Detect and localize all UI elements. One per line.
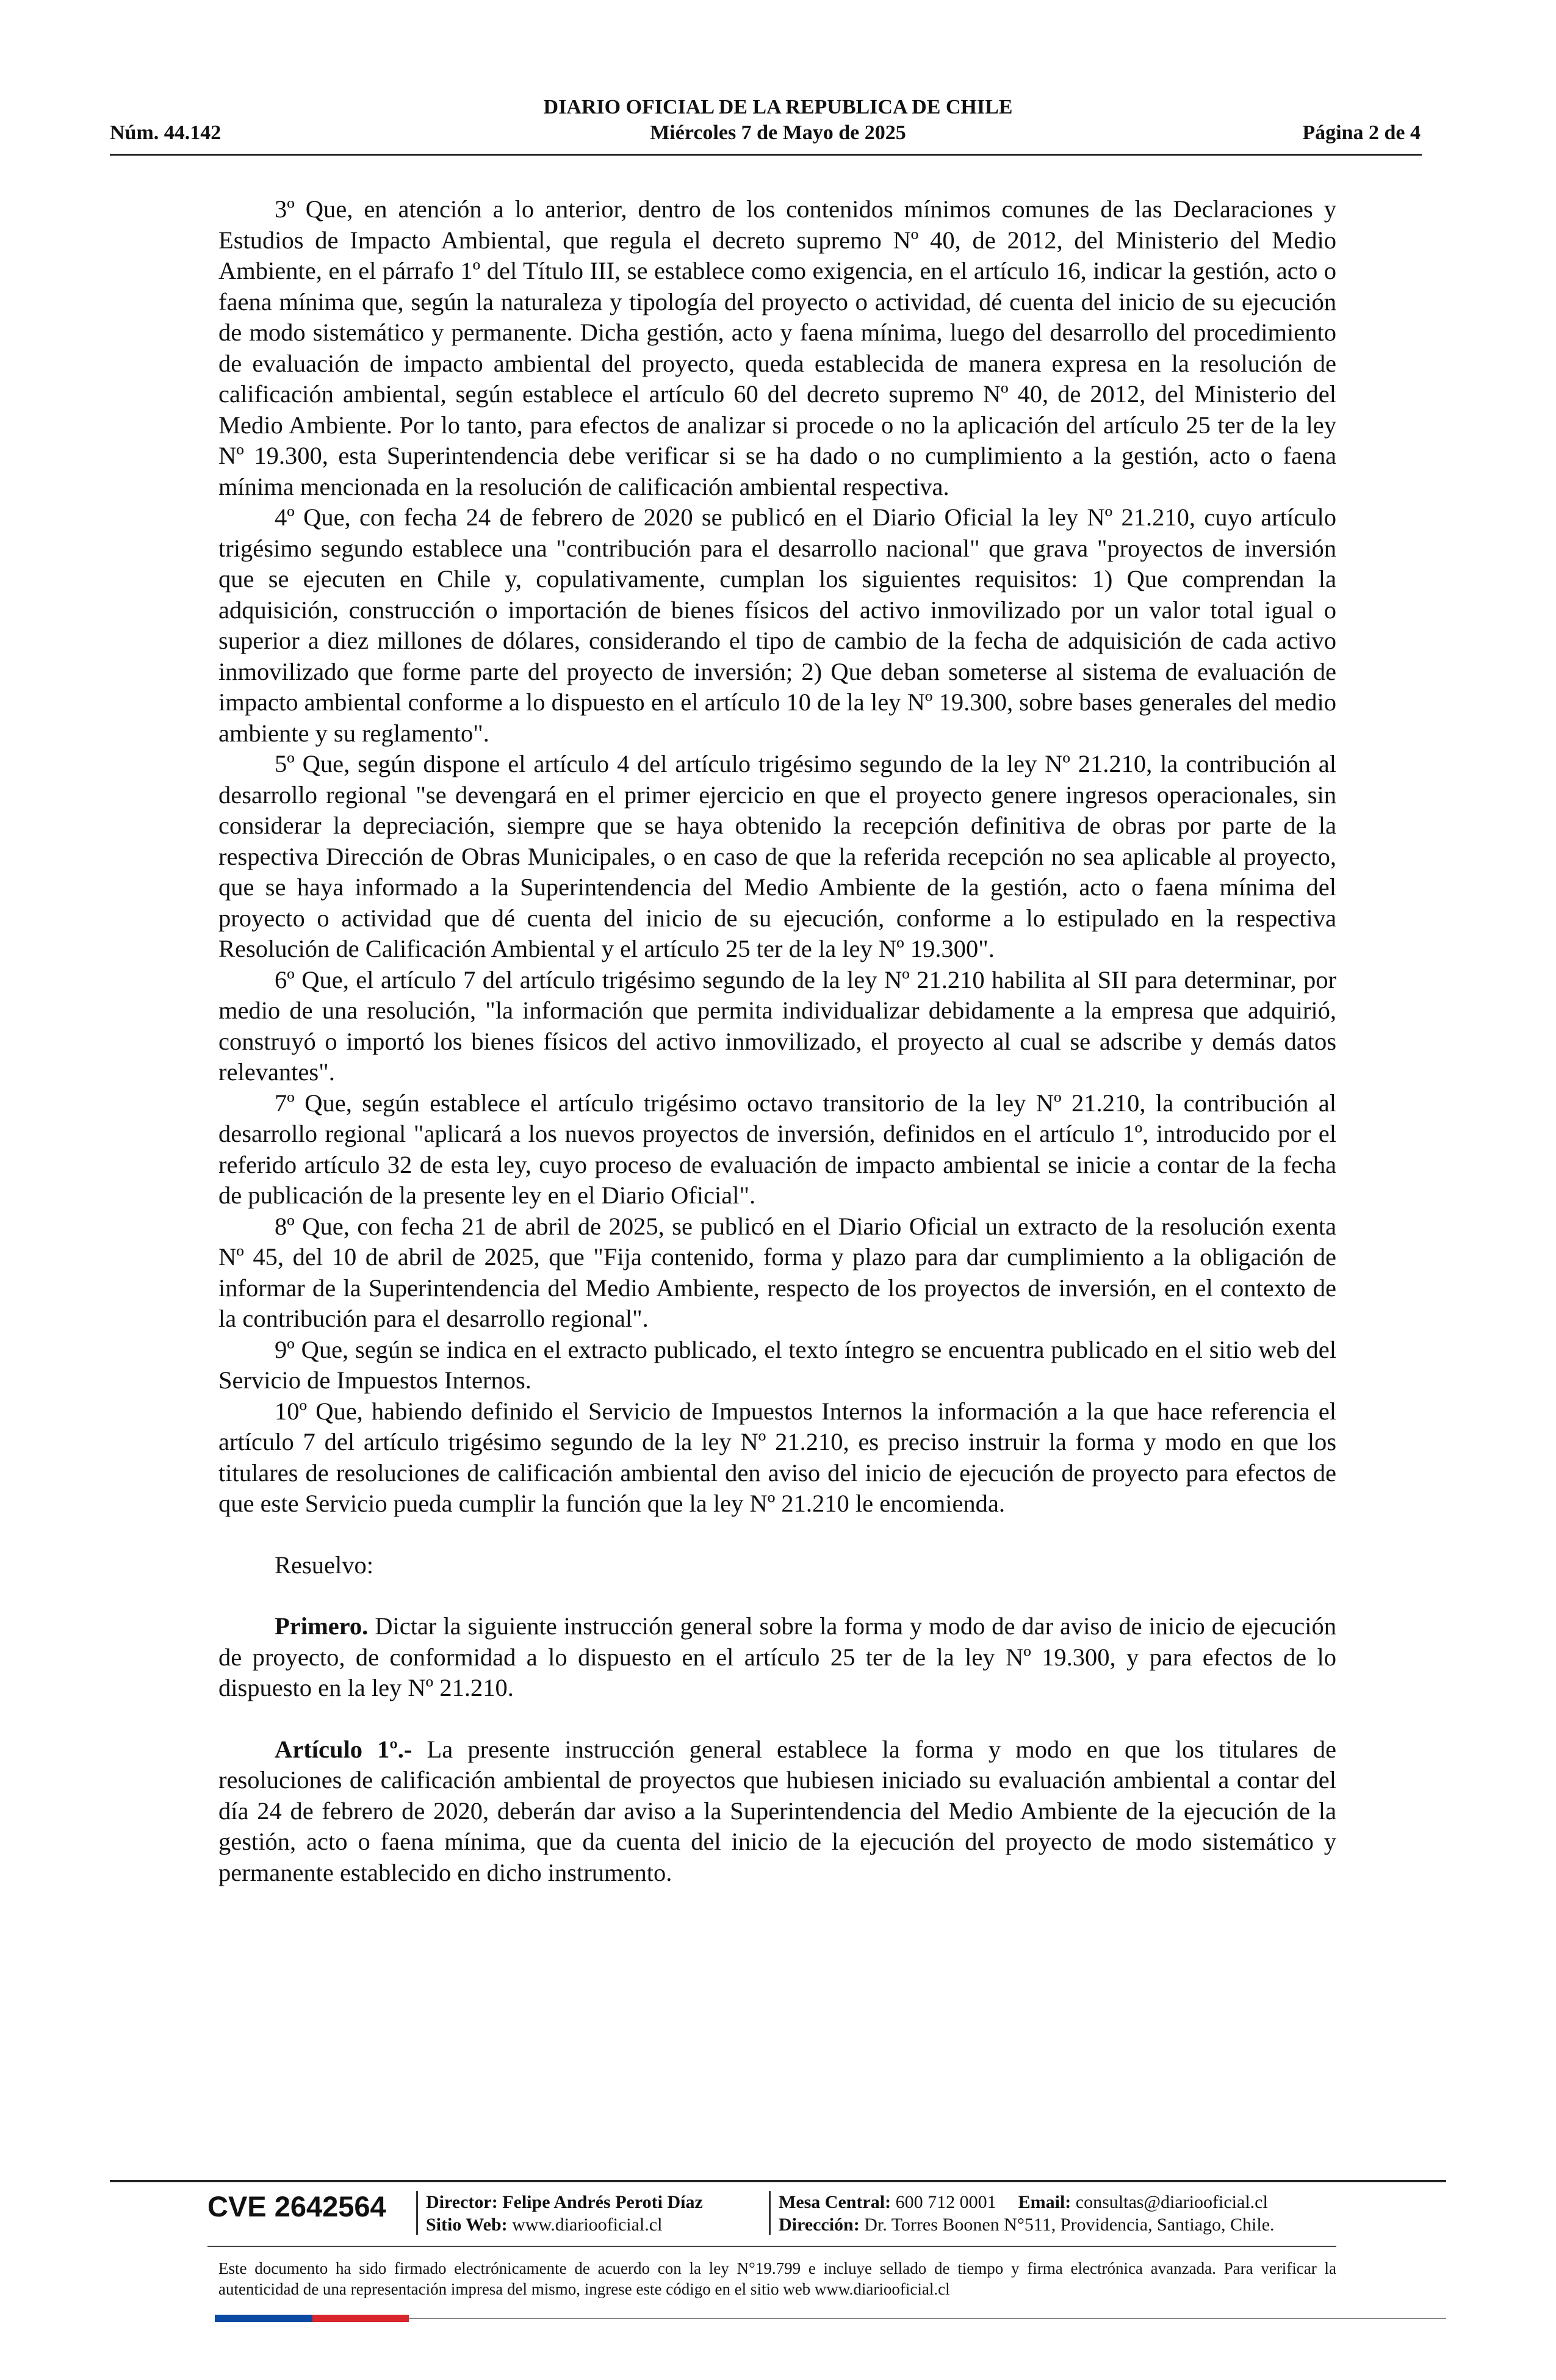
paragraph-5: 5º Que, según dispone el artículo 4 del artículo trigésimo segundo de la ley Nº 21.210, la contribución al desarrollo regional "se devengará en el primer ejercicio en que el proyecto genere ingresos operacionales, sin considerar la depreciación, siempre que se haya obtenido la recepción definitiva de obras por parte de la respectiva Dirección de Obras Municipales, o en caso de que la referida recepción no sea aplicable al proyecto, que se haya informado a la Superintendencia del Medio Ambiente de la gestión, acto o faena mínima del proyecto o actividad que dé cuenta del inicio de su ejecución, conforme a lo estipulado en la respectiva Resolución de Calificación Ambiental y el artículo 25 ter de la ley Nº 19.300".: [218, 750, 1336, 962]
paragraph-4: 4º Que, con fecha 24 de febrero de 2020 se publicó en el Diario Oficial la ley Nº 21.210, cuyo artículo trigésimo segundo establece una "contribución para el desarrollo nacional" que grava "proyectos de inversión que se ejecuten en Chile y, copulativamente, cumplan los siguientes requisitos: 1) Que comprendan la adquisición, construcción o importación de bienes físicos del activo inmovilizado por un valor total igual o superior a diez millones de dólares, considerando el tipo de cambio de la fecha de adquisición de cada activo inmovilizado que forme parte del proyecto de inversión; 2) Que deban someterse al sistema de evaluación de impacto ambiental conforme a lo dispuesto en el artículo 10 de la ley Nº 19.300, sobre bases generales del medio ambiente y su reglamento".: [218, 503, 1336, 747]
site-label: Sitio Web:: [426, 2215, 508, 2235]
page-indicator: Página 2 de 4: [1302, 121, 1421, 144]
direccion-value: Dr. Torres Boonen N°511, Providencia, Santiago, Chile.: [859, 2215, 1275, 2235]
resuelvo-heading: Resuelvo:: [275, 1551, 373, 1579]
paragraph-9: 9º Que, según se indica en el extracto publicado, el texto íntegro se encuentra publicado en el sitio web del Servicio de Impuestos Internos.: [218, 1335, 1336, 1394]
article-1-label: Artículo 1º.-: [275, 1735, 412, 1763]
paragraph-10: 10º Que, habiendo definido el Servicio de Impuestos Internos la información a la que hace referencia el artículo 7 del artículo trigésimo segundo de la ley Nº 21.210, es preciso instruir la forma y modo en que los titulares de resoluciones de calificación ambiental den aviso del inicio de ejecución de proyecto para efectos de que este Servicio pueda cumplir la función que la ley Nº 21.210 le encomienda.: [218, 1397, 1336, 1517]
cve-code: CVE 2642564: [207, 2190, 386, 2223]
footer-top-rule: [110, 2180, 1446, 2182]
email-label: Email:: [1018, 2192, 1072, 2212]
header-divider: [110, 154, 1422, 156]
site-line: [426, 2213, 703, 2236]
director-value: Felipe Andrés Peroti Díaz: [497, 2192, 703, 2212]
mesa-label: Mesa Central:: [779, 2192, 891, 2212]
contact-line: [779, 2191, 1275, 2213]
article-1-text: La presente instrucción general establece la forma y modo en que los titulares de resoluciones de calificación ambiental de proyectos que hubiesen iniciado su evaluación ambiental a contar del día 24 de febrero de 2020, deberán dar aviso a la Superintendencia del Medio Ambiente de la ejecución de la gestión, acto o faena mínima, que da cuenta del inicio de la ejecución del proyecto de modo sistemático y permanente establecido en dicho instrumento.: [218, 1735, 1336, 1886]
paragraph-3: 3º Que, en atención a lo anterior, dentro de los contenidos mínimos comunes de las Declaraciones y Estudios de Impacto Ambiental, que regula el decreto supremo Nº 40, de 2012, del Ministerio del Medio Ambiente, en el párrafo 1º del Título III, se establece como exigencia, en el artículo 16, indicar la gestión, acto o faena mínima que, según la naturaleza y tipología del proyecto o actividad, dé cuenta del inicio de su ejecución de modo sistemático y permanente. Dicha gestión, acto y faena mínima, luego del desarrollo del procedimiento de evaluación de impacto ambiental del proyecto, queda establecida de manera expresa en la resolución de calificación ambiental, según establece el artículo 60 del decreto supremo Nº 40, de 2012, del Ministerio del Medio Ambiente. Por lo tanto, para efectos de analizar si procede o no la aplicación del artículo 25 ter de la ley Nº 19.300, esta Superintendencia debe verificar si se ha dado o no cumplimiento a la gestión, acto o faena mínima mencionada en la resolución de calificación ambiental respectiva.: [218, 195, 1336, 500]
flag-stripe-blue: [215, 2315, 312, 2322]
mesa-value: 600 712 0001: [891, 2192, 996, 2212]
issue-date: Miércoles 7 de Mayo de 2025: [650, 121, 906, 144]
direccion-label: Dirección:: [779, 2215, 860, 2235]
issue-number: Núm. 44.142: [110, 121, 222, 144]
gazette-title: DIARIO OFICIAL DE LA REPUBLICA DE CHILE: [543, 96, 1013, 118]
legal-notice: Este documento ha sido firmado electrónicamente de acuerdo con la ley N°19.799 e incluye sellado de tiempo y firma electrónica avanzada. Para verificar la autenticidad de una representación impresa del mismo, ingrese este código en el sitio web www.diariooficial.cl: [218, 2259, 1336, 2298]
paragraph-8: 8º Que, con fecha 21 de abril de 2025, se publicó en el Diario Oficial un extracto de la resolución exenta Nº 45, del 10 de abril de 2025, que "Fija contenido, forma y plazo para dar cumplimiento a la obligación de informar de la Superintendencia del Medio Ambiente, respecto de los proyectos de inversión, en el contexto de la contribución para el desarrollo regional".: [218, 1212, 1336, 1332]
address-line: [779, 2213, 1275, 2236]
footer-middle-rule: [207, 2246, 1336, 2247]
footer-contact-block: [779, 2191, 1275, 2236]
footer-bottom-rule: [409, 2318, 1446, 2319]
footer-separator: [769, 2191, 771, 2235]
director-label: Director:: [426, 2192, 498, 2212]
primero-text: Dictar la siguiente instrucción general sobre la forma y modo de dar aviso de inicio de ejecución de proyecto, de conformidad a lo dispuesto en el artículo 25 ter de la ley Nº 19.300, y para efectos de lo dispuesto en la ley Nº 21.210.: [218, 1612, 1336, 1701]
director-line: [426, 2191, 703, 2213]
flag-stripe-red: [312, 2315, 409, 2322]
paragraph-6: 6º Que, el artículo 7 del artículo trigésimo segundo de la ley Nº 21.210 habilita al SII para determinar, por medio de una resolución, "la información que permita individualizar debidamente a la empresa que adquirió, construyó o importó los bienes físicos del activo inmovilizado, el proyecto al cual se adscribe y demás datos relevantes".: [218, 965, 1336, 1086]
footer-separator: [416, 2191, 418, 2235]
primero-label: Primero.: [275, 1612, 369, 1640]
email-link[interactable]: consultas@diariooficial.cl: [1071, 2192, 1268, 2212]
site-link[interactable]: www.diariooficial.cl: [507, 2215, 663, 2235]
paragraph-7: 7º Que, según establece el artículo trigésimo octavo transitorio de la ley Nº 21.210, la contribución al desarrollo regional "aplicará a los nuevos proyectos de inversión, definidos en el artículo 1º, introducido por el referido artículo 32 de esta ley, cuyo proceso de evaluación de impacto ambiental se inicie a contar de la fecha de publicación de la presente ley en el Diario Oficial".: [218, 1089, 1336, 1209]
document-body: [218, 194, 1336, 1888]
primero-paragraph: [218, 1611, 1336, 1704]
footer-director-block: [426, 2191, 703, 2236]
article-1-paragraph: [218, 1734, 1336, 1889]
